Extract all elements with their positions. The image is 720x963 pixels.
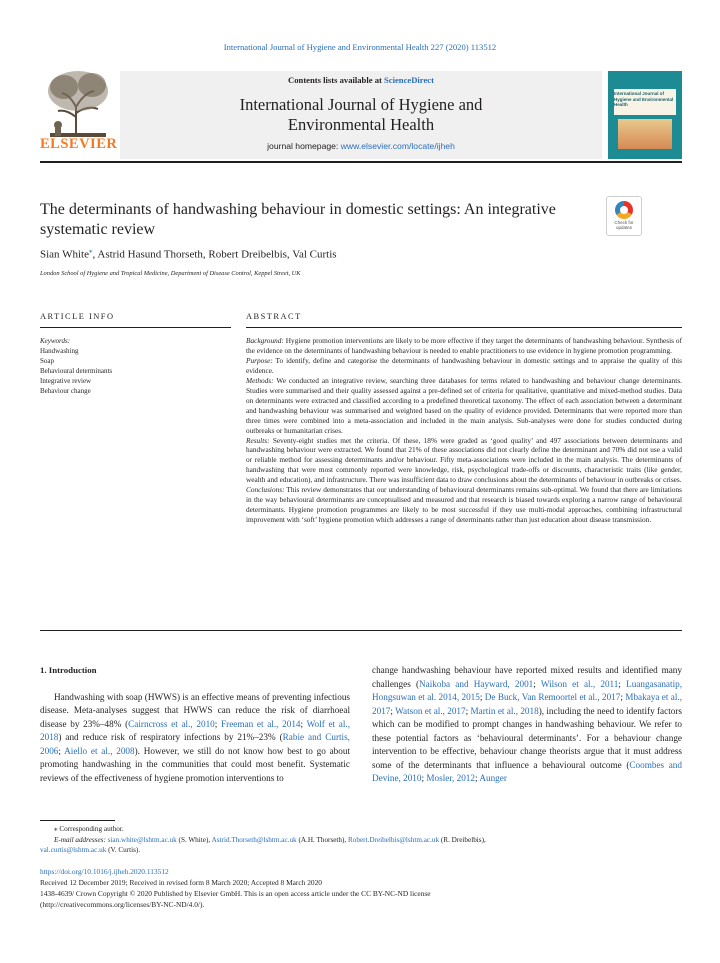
section-heading: 1. Introduction [40, 665, 97, 675]
body-text: ; [475, 773, 480, 783]
citation-link[interactable]: Aiello et al., 2008 [64, 745, 135, 756]
email-addresses-continued [40, 845, 682, 856]
abstract-purpose [246, 356, 682, 376]
citation-link[interactable]: Freeman et al., 2014 [221, 718, 301, 729]
contents-line [120, 75, 602, 85]
citation-link[interactable]: Rabie and Curtis, 2006 [40, 732, 350, 756]
body-text: change handwashing behaviour have reported mixed results and identified many challenges ( [372, 665, 682, 689]
abstract-heading: ABSTRACT [246, 312, 302, 321]
abstract-section-label: Background: [246, 336, 284, 345]
contents-prefix: Contents lists available at [288, 75, 384, 85]
body-text: ; [533, 678, 541, 689]
crossmark-icon [615, 201, 633, 219]
body-text: ; [421, 773, 427, 783]
divider [40, 327, 231, 328]
author-name[interactable]: Val Curtis [292, 248, 337, 261]
citation-link[interactable]: Watson et al., 2017 [395, 705, 466, 716]
email-addresses [40, 835, 682, 846]
citation-link[interactable]: Luangasanatip, Hongsuwan et al. 2014, 2015 [372, 678, 683, 702]
journal-title-line2: Environmental Health [287, 115, 435, 134]
sciencedirect-link[interactable]: ScienceDirect [384, 75, 434, 85]
corresponding-author-note: ⁎ Corresponding author. [54, 825, 124, 833]
citation-link[interactable]: Wilson et al., 2011 [540, 678, 619, 689]
email-owner: (S. White), [176, 835, 212, 844]
author-separator: , [92, 248, 98, 261]
check-updates-label: Check for updates [614, 220, 634, 230]
abstract-section-text: We conducted an integrative review, searching three databases for terms related to handwashing and behaviour change determinants. Studies were summarised and their quality assessed against a pre-defined set of criteria for qualitative, quantitative and mixed-method studies. Data on determinants were extracted and classified according to a predefined theoretical taxonomy. The effect of each association between a determinant and handwashing behaviour was summarised and weighted based on the quality of evidence provided. Determinants that were reported more than three times were combined into a meta-association and included in the main analysis. Sub-analyses were done for studies conducted during outbreaks or humanitarian crises. [246, 375, 682, 435]
intro-right-column [372, 664, 682, 786]
keyword: Handwashing [40, 347, 79, 355]
abstract-methods [246, 376, 682, 436]
citation-link[interactable]: Coombes and Devine, 2010 [372, 759, 682, 783]
body-text: ; [479, 692, 485, 702]
license-url[interactable]: (http://creativecommons.org/licenses/BY-NC-ND/4.0/). [40, 900, 205, 909]
body-text: ) and reduce risk of respiratory infections by 21%–23% ( [58, 732, 283, 742]
body-text: ; [300, 718, 307, 729]
citation-link[interactable]: Naikoba and Hayward, 2001 [419, 678, 534, 689]
citation-link[interactable]: De Buck, Van Remoortel et al., 2017 [484, 692, 621, 702]
abstract-section-text: Seventy-eight studies met the criteria. Of these, 18% were graded as ‘good quality’ and 497 associations between determinants and handwashing behaviour were extracted. We found that 21% of these associations did not clearly define the determinant and 70% did not use a valid or reliable method for assessing determinants and/or behaviour. Fifty meta-associations were included in the main analysis. The determinants of handwashing that were most commonly reported were knowledge, risk, psychological trade-offs or discounts, characteristic traits (like gender, wealth and education), and infrastructure. There was insufficient data to draw conclusions about the determinants of behaviour in outbreaks or crises. [246, 435, 682, 485]
body-text: ). However, we still do not know how best to go about promoting handwashing in the communities that could most benefit. Systematic reviews of the effectiveness of hygiene promotion interventions to [40, 745, 350, 783]
elsevier-wordmark: ELSEVIER [40, 136, 118, 152]
citation-link[interactable]: Mosler, 2012 [426, 773, 475, 783]
body-text: ; [618, 678, 627, 689]
author-separator: , [202, 248, 209, 261]
cover-title: International Journal of Hygiene and Environmental Health [614, 91, 674, 107]
body-text: ; [214, 718, 222, 729]
doi-link[interactable]: https://doi.org/10.1016/j.ijheh.2020.113512 [40, 867, 169, 876]
email-label: E-mail addresses: [54, 835, 106, 844]
keywords-block [40, 336, 231, 396]
email-link[interactable]: sian.white@lshtm.ac.uk [107, 835, 177, 844]
homepage-link[interactable]: www.elsevier.com/locate/ijheh [340, 141, 455, 151]
elsevier-tree-icon [40, 67, 116, 139]
intro-left-column [40, 664, 350, 785]
body-text: Handwashing with soap (HWWS) is an effective means of preventing infectious disease. Meta-analyses suggest that HWWS can reduce the risk of diarrhoeal disease by 23%–48% ( [40, 691, 350, 729]
citation-link[interactable]: Wolf et al., 2018 [40, 718, 351, 742]
author-separator: , [286, 248, 293, 261]
citation-link[interactable]: Aunger [479, 773, 507, 783]
author-list [40, 247, 337, 261]
copyright-notice: 1438-4639/ Crown Copyright © 2020 Published by Elsevier GmbH. This is an open access article under the CC BY-NC-ND license [40, 889, 431, 898]
divider [246, 327, 682, 328]
body-text: ; [58, 745, 65, 756]
abstract-results [246, 436, 682, 486]
email-link[interactable]: val.curtis@lshtm.ac.uk [40, 846, 107, 855]
abstract-section-text: This review demonstrates that our understanding of behavioural determinants remains sub-optimal. We found that there are limitations in the way behavioural determinants are conceptualised and measured and that research is biased towards exploring a narrow range of behavioural determinants. Hygiene promotion programmes are likely to be most successful if they use multi-modal approaches, combining infrastructural improvement with ‘soft’ hygiene promotion which addresses a range of determinants rather than just education about disease transmission. [246, 485, 682, 525]
intro-paragraph [40, 691, 350, 786]
intro-paragraph [372, 664, 682, 786]
abstract-section-label: Purpose: [246, 355, 273, 365]
publication-info [40, 866, 682, 910]
journal-title-line1: International Journal of Hygiene and [239, 95, 483, 114]
journal-homepage [120, 141, 602, 151]
body-text: ; [390, 705, 396, 716]
article-info-heading: ARTICLE INFO [40, 312, 115, 321]
keyword: Soap [40, 357, 54, 365]
article-title: The determinants of handwashing behaviour in domestic settings: An integrative systematic review [40, 201, 556, 238]
elsevier-logo[interactable] [40, 67, 116, 159]
abstract-conclusions [246, 485, 682, 525]
keyword: Behaviour change [40, 387, 91, 395]
email-owner: (A.H. Thorseth), [296, 835, 349, 844]
abstract-section-label: Methods: [246, 375, 274, 385]
abstract-section-text: Hygiene promotion interventions are likely to be more effective if they target the determinants of handwashing behaviour. Synthesis of the evidence on the determinants of handwashing behaviour is needed to enable practitioners to use evidence in hygiene promotion programming. [246, 336, 682, 355]
author-name[interactable]: Robert Dreibelbis [208, 248, 287, 261]
email-link[interactable]: Robert.Dreibelbis@lshtm.ac.uk [348, 835, 440, 844]
citation-link[interactable]: Mbakaya et al., 2017 [372, 692, 683, 716]
keyword: Integrative review [40, 377, 92, 385]
keyword: Behavioural determinants [40, 367, 113, 375]
body-text: ; [620, 692, 626, 702]
email-link[interactable]: Astrid.Thorseth@lshtm.ac.uk [211, 835, 297, 844]
divider [40, 630, 682, 631]
footnote-divider [40, 820, 115, 821]
abstract-body [246, 336, 682, 525]
citation-link[interactable]: Martin et al., 2018 [470, 705, 539, 716]
footnotes [40, 824, 682, 856]
corresponding-author-mark[interactable]: ⁎ [88, 247, 93, 255]
received-dates: Received 12 December 2019; Received in revised form 8 March 2020; Accepted 8 March 2020 [40, 878, 322, 887]
body-text: ), including the need to identify factors which can be modified to prompt changes in handwashing behaviour. We refer to these potential factors as ‘behavioural determinants’. For a behaviour change intervention to be effective, behaviour change theorists argue that it must address some of the determinants that influence a behavioural outcome ( [372, 705, 682, 770]
journal-banner [120, 71, 602, 159]
check-for-updates-button[interactable] [606, 196, 642, 236]
email-owner: (V. Curtis). [106, 846, 141, 855]
abstract-background [246, 336, 682, 356]
citation-link[interactable]: Cairncross et al., 2010 [128, 718, 215, 729]
email-owner: (R. Dreibelbis), [439, 835, 486, 844]
abstract-section-label: Results: [246, 435, 270, 445]
homepage-prefix: journal homepage: [267, 141, 341, 151]
author-name[interactable]: Astrid Hasund Thorseth [97, 248, 203, 261]
abstract-section-label: Conclusions: [246, 485, 285, 495]
keywords-label: Keywords: [40, 337, 71, 345]
author-affiliation: London School of Hygiene and Tropical Medicine, Department of Disease Control, Keppel Street, UK [40, 270, 301, 277]
journal-header [40, 67, 682, 163]
abstract-section-text: To identify, define and categorise the determinants of handwashing behaviour in domestic settings and to appraise the quality of this evidence. [246, 355, 682, 375]
cover-image [618, 119, 672, 149]
journal-title [120, 95, 602, 135]
body-text: ; [465, 705, 471, 716]
journal-cover-thumbnail[interactable] [608, 71, 682, 159]
author-name[interactable]: Sian White [40, 248, 89, 261]
journal-citation-link[interactable]: International Journal of Hygiene and Environmental Health 227 (2020) 113512 [223, 42, 497, 52]
